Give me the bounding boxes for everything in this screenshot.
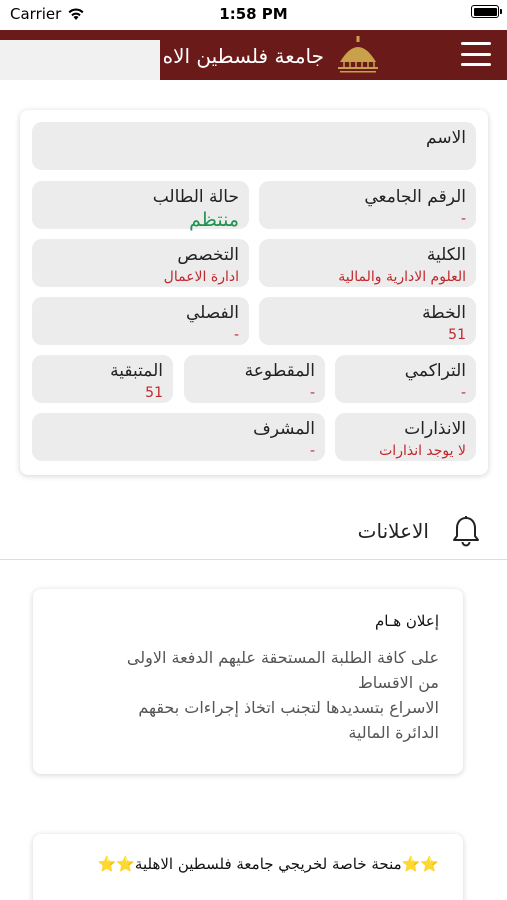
major-label: التخصص bbox=[177, 245, 239, 265]
announcement-title: إعلان هـام bbox=[374, 612, 439, 630]
status-bar bbox=[0, 0, 507, 30]
plan-label: الخطة bbox=[422, 303, 466, 323]
announcement-card[interactable] bbox=[33, 589, 463, 774]
announcement-line: على كافة الطلبة المستحقة عليهم الدفعة الاولى bbox=[126, 648, 439, 667]
university-id-value: - bbox=[460, 211, 466, 227]
announcement-title: ⭐⭐منحة خاصة لخريجي جامعة فلسطين الاهلية⭐⭐ bbox=[97, 855, 439, 873]
cumulative-label: التراكمي bbox=[404, 361, 466, 381]
university-id-label: الرقم الجامعي bbox=[364, 187, 466, 207]
remaining-value: 51 bbox=[145, 385, 163, 401]
announcement-line: الاسراع بتسديدها لتجنب اتخاذ إجراءات بحقهم bbox=[138, 698, 439, 717]
app-header bbox=[0, 30, 507, 80]
remaining-label: المتبقية bbox=[110, 361, 163, 381]
status-label: حالة الطالب bbox=[152, 187, 239, 207]
header-title: جامعة فلسطين الاه bbox=[162, 44, 324, 68]
bell-icon[interactable] bbox=[451, 515, 481, 547]
supervisor-field bbox=[32, 413, 325, 461]
university-id-field bbox=[259, 181, 476, 229]
semester-value: - bbox=[233, 327, 239, 343]
hamburger-menu-icon bbox=[461, 42, 491, 45]
clock: 1:58 PM bbox=[219, 5, 288, 23]
name-field bbox=[32, 122, 476, 170]
announcement-line: من الاقساط bbox=[358, 673, 439, 692]
supervisor-label: المشرف bbox=[253, 419, 315, 439]
announcements-header bbox=[0, 505, 507, 560]
plan-value: 51 bbox=[448, 327, 466, 343]
completed-field bbox=[184, 355, 325, 403]
redacted-area bbox=[0, 40, 160, 80]
status-value: منتظم bbox=[189, 209, 239, 231]
major-value: ادارة الاعمال bbox=[163, 269, 239, 285]
university-logo-icon bbox=[334, 34, 382, 76]
cumulative-value: - bbox=[460, 385, 466, 401]
supervisor-value: - bbox=[309, 443, 315, 459]
plan-field bbox=[259, 297, 476, 345]
announcement-line: الدائرة المالية bbox=[348, 723, 439, 742]
semester-label: الفصلي bbox=[185, 303, 239, 323]
announcement-body bbox=[57, 645, 439, 745]
semester-field bbox=[32, 297, 249, 345]
remaining-field bbox=[32, 355, 173, 403]
cumulative-field bbox=[335, 355, 476, 403]
faculty-value: العلوم الادارية والمالية bbox=[338, 269, 466, 285]
warnings-label: الانذارات bbox=[404, 419, 466, 439]
faculty-label: الكلية bbox=[426, 245, 466, 265]
name-label: الاسم bbox=[426, 128, 466, 148]
carrier-label: Carrier bbox=[10, 5, 62, 23]
completed-label: المقطوعة bbox=[244, 361, 315, 381]
announcements-title: الاعلانات bbox=[357, 519, 429, 543]
faculty-field bbox=[259, 239, 476, 287]
warnings-field bbox=[335, 413, 476, 461]
student-info-card bbox=[20, 110, 488, 475]
major-field bbox=[32, 239, 249, 287]
completed-value: - bbox=[309, 385, 315, 401]
warnings-value: لا يوجد انذارات bbox=[379, 443, 466, 459]
battery-icon bbox=[471, 5, 499, 18]
menu-button[interactable] bbox=[461, 42, 491, 66]
announcement-card[interactable] bbox=[33, 834, 463, 900]
status-field bbox=[32, 181, 249, 229]
